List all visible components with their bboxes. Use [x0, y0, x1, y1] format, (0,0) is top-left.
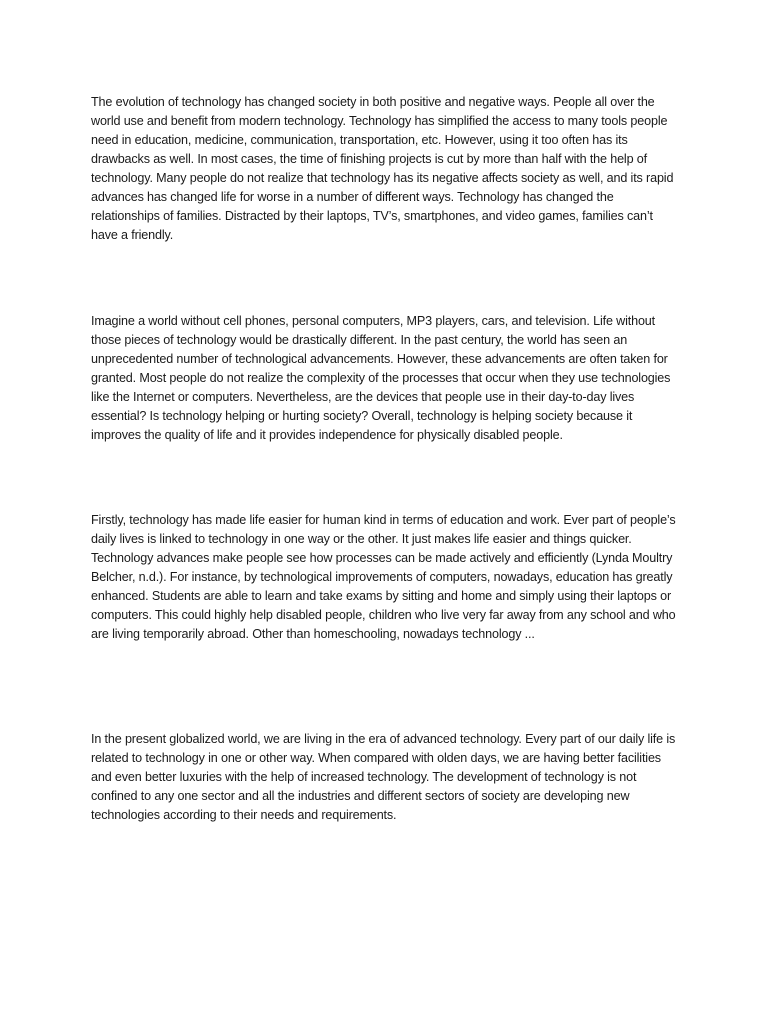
paragraph-world-without-technology: Imagine a world without cell phones, personal computers, MP3 players, cars, and television. Life without those pieces of technology would be drastically different. In the past century, the world has seen an unprecedented number of technological advancements. However, these advancements are often taken for granted. Most people do not realize the complexity of the processes that occur when they use technologies like the Internet or computers. Nevertheless, are the devices that people use in their day-to-day lives essential? Is technology helping or hurting society? Overall, technology is helping society because it improves the quality of life and it provides independence for physically disabled people.	[91, 314, 671, 442]
paragraph-evolution-of-technology: The evolution of technology has changed society in both positive and negative ways. People all over the world use and benefit from modern technology. Technology has simplified the access to many tools people need in education, medicine, communication, transportation, etc. However, using it too often has its drawbacks as well. In most cases, the time of finishing projects is cut by more than half with the help of technology. Many people do not realize that technology has its negative affects society as well, and its rapid advances has changed life for worse in a number of different ways. Technology has changed the relationships of families. Distracted by their laptops, TV’s, smartphones, and video games, families can’t have a friendly.	[91, 95, 674, 242]
paragraph-education-and-work: Firstly, technology has made life easier for human kind in terms of education and work. Ever part of people’s daily lives is linked to technology in one way or the other. It just makes life easier and things quicker. Technology advances make people see how processes can be made actively and efficiently (Lynda Moultry Belcher, n.d.). For instance, by technological improvements of computers, nowadays, education has greatly enhanced. Students are able to learn and take exams by sitting and home and simply using their laptops or computers. This could highly help disabled people, children who live very far away from any school and who are living temporarily abroad. Other than homeschooling, nowadays technology ...	[91, 513, 676, 641]
paragraph-globalized-world: In the present globalized world, we are living in the era of advanced technology. Every part of our daily life is related to technology in one or other way. When compared with olden days, we are having better facilities and even better luxuries with the help of increased technology. The development of technology is not confined to any one sector and all the industries and different sectors of society are developing new technologies according to their needs and requirements.	[91, 732, 676, 822]
